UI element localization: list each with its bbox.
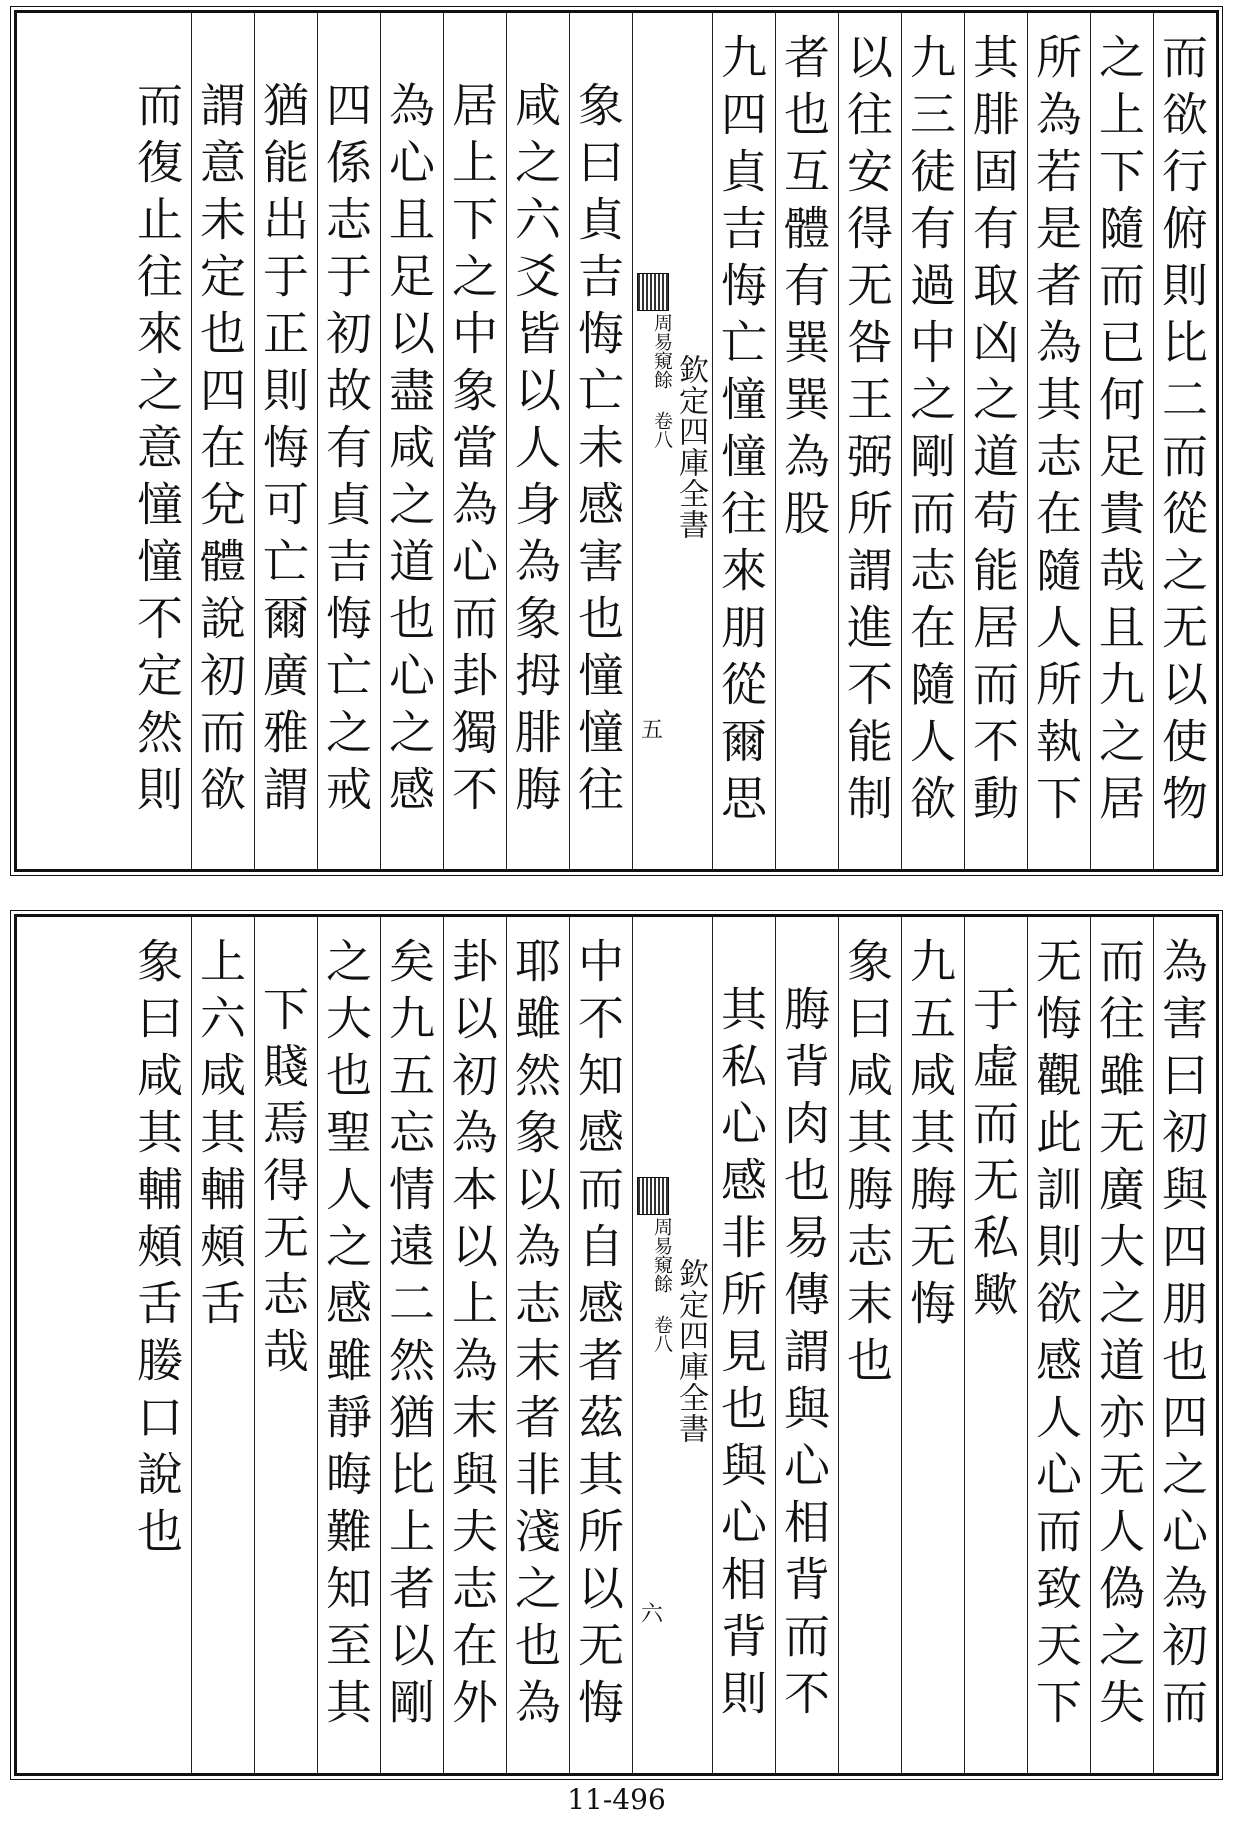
text-column (712, 13, 775, 869)
text-column (901, 13, 964, 869)
page-bottom (14, 914, 1219, 1776)
column-text: 矣九五忘情遠二然猶比上者以剛 (382, 937, 436, 1735)
text-column (569, 13, 632, 869)
text-column (775, 13, 838, 869)
work-title: 周易窺餘 (651, 313, 673, 389)
book-title: 欽定四庫全書 (673, 1258, 708, 1444)
text-column (506, 13, 569, 869)
book-title: 欽定四庫全書 (673, 354, 708, 540)
column-text: 咸之六爻皆以人身為象拇腓脢 (508, 81, 562, 822)
column-text: 卦以初為本以上為末與夫志在外 (445, 937, 499, 1735)
column-text: 中不知感而自感者茲其所以无悔 (571, 937, 625, 1735)
text-column (964, 917, 1027, 1773)
column-text: 居上下之中象當為心而卦獨不 (445, 81, 499, 822)
column-text: 象曰貞吉悔亡未感害也憧憧往 (571, 81, 625, 822)
center-fold (632, 917, 712, 1773)
center-fold (632, 13, 712, 869)
page-number: 五 (641, 718, 664, 743)
column-text: 于虛而无私歟 (966, 985, 1020, 1327)
column-text: 之上下隨而已何足貴哉且九之居 (1092, 33, 1146, 831)
column-text: 上六咸其輔頰舌 (193, 937, 247, 1336)
text-column (128, 13, 191, 869)
volume-label: 卷八 (651, 1315, 673, 1353)
text-column (254, 13, 317, 869)
text-column (191, 13, 254, 869)
text-column (380, 917, 443, 1773)
column-text: 謂意未定也四在兌體說初而欲 (193, 81, 247, 822)
column-text: 九三徒有過中之剛而志在隨人欲 (903, 33, 957, 831)
column-text: 四係志于初故有貞吉悔亡之戒 (319, 81, 373, 822)
text-column (1027, 13, 1090, 869)
column-text: 之大也聖人之感雖靜晦難知至其 (319, 937, 373, 1735)
text-column (254, 917, 317, 1773)
text-column (1090, 13, 1153, 869)
text-column (317, 13, 380, 869)
fishtail-mark-icon (637, 1177, 669, 1215)
text-column (838, 917, 901, 1773)
volume-label: 卷八 (651, 411, 673, 449)
column-text: 脢背肉也易傳謂與心相背而不 (777, 985, 831, 1726)
column-text: 九四貞吉悔亡憧憧往來朋從爾思 (714, 33, 768, 831)
text-column (1027, 917, 1090, 1773)
page-top (14, 10, 1219, 872)
text-column (712, 917, 775, 1773)
column-text: 為心且足以盡咸之道也心之感 (382, 81, 436, 822)
text-column (506, 917, 569, 1773)
text-column (191, 917, 254, 1773)
text-column (1090, 917, 1153, 1773)
text-column (443, 13, 506, 869)
volume-page-number: 11-496 (567, 1783, 666, 1816)
column-text: 而欲行俯則比二而從之无以使物 (1155, 33, 1209, 831)
text-column (317, 917, 380, 1773)
column-text: 象曰咸其輔頰舌媵口說也 (130, 937, 184, 1564)
text-column (1153, 13, 1216, 869)
column-text: 者也互體有巽巽為股 (777, 33, 831, 546)
text-column (128, 917, 191, 1773)
page-number: 六 (641, 1602, 664, 1627)
text-column (775, 917, 838, 1773)
column-text: 下賤焉得无志哉 (256, 985, 310, 1384)
text-column (569, 917, 632, 1773)
column-text: 而往雖无廣大之道亦无人偽之失 (1092, 937, 1146, 1735)
column-text: 猶能出于正則悔可亡爾廣雅謂 (256, 81, 310, 822)
text-column (901, 917, 964, 1773)
column-text: 九五咸其脢无悔 (903, 937, 957, 1336)
column-text: 其腓固有取凶之道苟能居而不動 (966, 33, 1020, 831)
column-text: 象曰咸其脢志末也 (840, 937, 894, 1393)
text-column (380, 13, 443, 869)
work-title: 周易窺餘 (651, 1217, 673, 1293)
column-text: 其私心感非所見也與心相背則 (714, 985, 768, 1726)
text-column (964, 13, 1027, 869)
text-column (1153, 917, 1216, 1773)
text-column (443, 917, 506, 1773)
column-text: 所為若是者為其志在隨人所執下 (1029, 33, 1083, 831)
column-text: 以往安得无咎王弼所謂進不能制 (840, 33, 894, 831)
section-label (636, 917, 672, 1773)
column-text: 為害曰初與四朋也四之心為初而 (1155, 937, 1209, 1735)
column-text: 耶雖然象以為志末者非淺之也為 (508, 937, 562, 1735)
fishtail-mark-icon (637, 273, 669, 311)
column-text: 而復止往來之意憧憧不定然則 (130, 81, 184, 822)
text-column (838, 13, 901, 869)
column-text: 无悔觀此訓則欲感人心而致天下 (1029, 937, 1083, 1735)
